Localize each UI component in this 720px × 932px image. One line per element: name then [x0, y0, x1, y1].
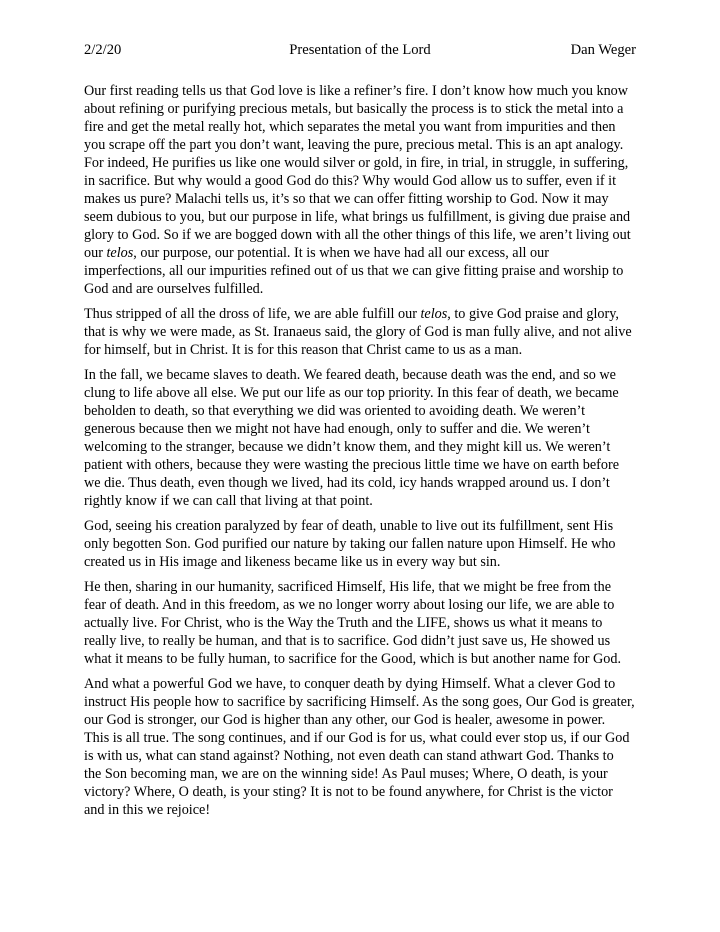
text-line: what it means to be fully human, to sacrifice for the Good, which is but another name for God.	[84, 651, 622, 667]
text-line: beholden to death, so that everything we did was oriented to avoiding death. We weren’t	[84, 403, 586, 419]
text-line	[84, 244, 639, 262]
text-run: , our purpose, our potential. It is when we have had all our excess, all our	[133, 245, 549, 261]
text-run: Thus stripped of all the dross of life, we are able fulfill our	[84, 306, 421, 322]
text-run: our	[84, 245, 107, 261]
text-line	[84, 305, 639, 323]
text-line: is with us, what can stand against? Nothing, not even death can stand athwart God. Thanks to	[84, 748, 614, 764]
paragraph-4	[84, 517, 639, 571]
telos-term: telos	[420, 306, 448, 322]
text-line: that is why we were made, as St. Iranaeus said, the glory of God is man fully alive, and not alive	[84, 324, 632, 340]
text-line: Our first reading tells us that God love is like a refiner’s fire. I don’t know how much you know	[84, 83, 629, 99]
text-line: and in this we rejoice!	[84, 802, 211, 818]
text-line: our God is stronger, our God is higher than any other, our God is healer, awesome in power.	[84, 712, 606, 728]
text-line: fear of death. And in this freedom, as we no longer worry about losing our life, we are able to	[84, 597, 615, 613]
paragraph-2	[84, 305, 639, 359]
text-line: instruct His people how to sacrifice by sacrificing Himself. As the song goes, Our God is greater,	[84, 694, 635, 710]
text-line: victory? Where, O death, is your sting? It is not to be found anywhere, for Christ is the victor	[84, 784, 613, 800]
header-author: Dan Weger	[570, 42, 636, 58]
text-line: makes us pure? Malachi tells us, it’s so that we can offer fitting worship to God. Now it may	[84, 191, 609, 207]
text-line: generous because then we might not have had enough, only to suffer and die. We weren’t	[84, 421, 590, 437]
text-run: , to give God praise and glory,	[447, 306, 619, 322]
text-line: about refining or purifying precious metals, but basically the process is to stick the metal into a	[84, 101, 624, 117]
paragraph-3	[84, 366, 639, 510]
text-line: for himself, but in Christ. It is for this reason that Christ came to us as a man.	[84, 342, 523, 358]
text-line: God and are ourselves fulfilled.	[84, 281, 264, 297]
paragraph-6	[84, 675, 639, 819]
text-line: In the fall, we became slaves to death. We feared death, because death was the end, and so we	[84, 367, 616, 383]
text-line: patient with others, because they were wasting the precious little time we have on earth before	[84, 457, 619, 473]
telos-term: telos	[106, 245, 134, 261]
text-line: you scrape off the part you don’t want, leaving the pure, precious metal. This is an apt analogy.	[84, 137, 624, 153]
text-line: And what a powerful God we have, to conquer death by dying Himself. What a clever God to	[84, 676, 616, 692]
header-date: 2/2/20	[84, 42, 122, 58]
text-line: glory to God. So if we are bogged down with all the other things of this life, we aren’t living out	[84, 227, 631, 243]
text-line: For indeed, He purifies us like one would silver or gold, in fire, in trial, in struggle, in suffering,	[84, 155, 629, 171]
text-line: created us in His image and likeness became like us in every way but sin.	[84, 554, 501, 570]
text-line: we die. Thus death, even though we lived, had its cold, icy hands wrapped around us. I don’t	[84, 475, 610, 491]
text-line: This is all true. The song continues, and if our God is for us, what could ever stop us, if our God	[84, 730, 630, 746]
text-line: seem dubious to you, but our purpose in life, what brings us fulfillment, is giving due praise and	[84, 209, 631, 225]
paragraph-1	[84, 82, 639, 298]
text-line: welcoming to the stranger, because we didn’t know them, and they might kill us. We weren’t	[84, 439, 611, 455]
text-line: He then, sharing in our humanity, sacrificed Himself, His life, that we might be free from the	[84, 579, 612, 595]
text-line: really live, to really be human, and that is to sacrifice. God didn’t just save us, He showed us	[84, 633, 611, 649]
document-body	[84, 82, 639, 826]
text-line: clung to life above all else. We put our life as our top priority. In this fear of death, we became	[84, 385, 619, 401]
text-line: the Son becoming man, we are on the winning side! As Paul muses; Where, O death, is your	[84, 766, 608, 782]
text-line: actually live. For Christ, who is the Way the Truth and the LIFE, shows us what it means to	[84, 615, 603, 631]
text-line: imperfections, all our impurities refined out of us that we can give fitting praise and worship to	[84, 263, 624, 279]
text-line: only begotten Son. God purified our nature by taking our fallen nature upon Himself. He who	[84, 536, 616, 552]
page-header	[84, 41, 636, 59]
text-line: in sacrifice. But why would a good God do this? Why would God allow us to suffer, even if it	[84, 173, 617, 189]
text-line: fire and get the metal really hot, which separates the metal you want from impurities and then	[84, 119, 616, 135]
paragraph-5	[84, 578, 639, 668]
text-line: God, seeing his creation paralyzed by fear of death, unable to live out its fulfillment, sent His	[84, 518, 614, 534]
text-line: rightly know if we can call that living at that point.	[84, 493, 373, 509]
header-title: Presentation of the Lord	[289, 42, 431, 58]
